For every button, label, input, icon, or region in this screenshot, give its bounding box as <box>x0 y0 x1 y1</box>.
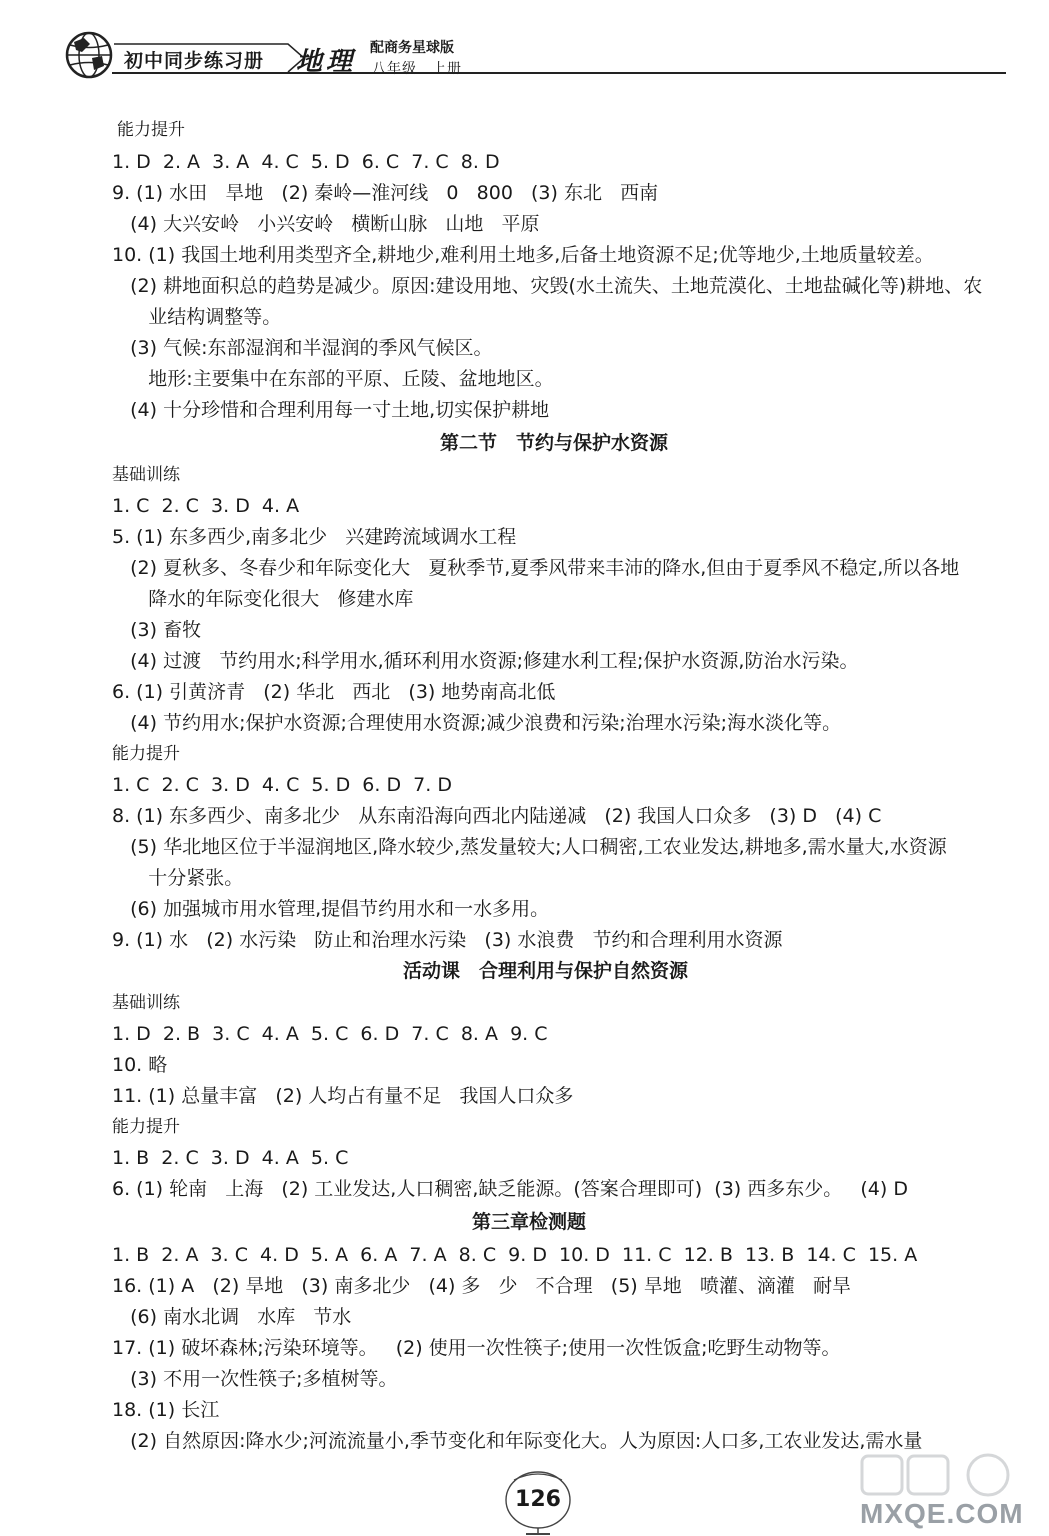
answer-line: 1. C 2. C 3. D 4. A <box>112 495 300 517</box>
grade-label: 八年级 上册 <box>372 61 462 77</box>
answer-line: (4) 过渡 节约用水;科学用水,循环利用水资源;修建水利工程;保护水资源,防治水污染。 <box>112 650 859 672</box>
answer-line: (2) 自然原因:降水少;河流流量小,季节变化和年际变化大。人为原因:人口多,工农业发达,需水量 <box>112 1430 923 1452</box>
page-number: 126 <box>515 1487 561 1512</box>
answer-line: 9. (1) 水 (2) 水污染 防止和治理水污染 (3) 水浪费 节约和合理利用水资源 <box>112 929 783 951</box>
answer-line: 16. (1) A (2) 旱地 (3) 南多北少 (4) 多 少 不合理 (5) 旱地 喷灌、滴灌 耐旱 <box>112 1275 851 1297</box>
answer-line: 8. (1) 东多西少、南多北少 从东南沿海向西北内陆递减 (2) 我国人口众多 (3) D (4) C <box>112 805 882 827</box>
answer-line: 6. (1) 轮南 上海 (2) 工业发达,人口稠密,缺乏能源。(答案合理即可) (3) 西多东少。 (4) D <box>112 1178 908 1200</box>
answer-line: 9. (1) 水田 旱地 (2) 秦岭—淮河线 0 800 (3) 东北 西南 <box>112 182 659 204</box>
subject-title: 地理 <box>296 47 357 77</box>
answer-line: (4) 大兴安岭 小兴安岭 横断山脉 山地 平原 <box>112 213 540 235</box>
answer-line: 10. 略 <box>112 1054 168 1076</box>
answer-line: 1. D 2. A 3. A 4. C 5. D 6. C 7. C 8. D <box>112 151 500 173</box>
answer-line: (5) 华北地区位于半湿润地区,降水较少,蒸发量较大;人口稠密,工农业发达,耕地多,需水量大,水资源 <box>112 836 947 858</box>
answer-line: 18. (1) 长江 <box>112 1399 220 1421</box>
section-heading: 活动课 合理利用与保护自然资源 <box>403 960 689 982</box>
answer-line: (6) 加强城市用水管理,提倡节约用水和一水多用。 <box>112 898 550 920</box>
answer-line: (3) 不用一次性筷子;多植树等。 <box>112 1368 398 1390</box>
answer-line: (3) 气候:东部湿润和半湿润的季风气候区。 <box>112 337 493 359</box>
answer-line: (2) 耕地面积总的趋势是减少。原因:建设用地、灾毁(水土流失、土地荒漠化、土地盐碱化等)耕地、农 <box>112 275 983 297</box>
category-label: 能力提升 <box>117 120 185 140</box>
answer-line: 11. (1) 总量丰富 (2) 人均占有量不足 我国人口众多 <box>112 1085 574 1107</box>
answer-stamp-icon <box>858 1450 1038 1498</box>
category-label: 能力提升 <box>112 1117 180 1137</box>
category-label: 基础训练 <box>112 465 180 485</box>
answer-line: 1. D 2. B 3. C 4. A 5. C 6. D 7. C 8. A 9. C <box>112 1023 548 1045</box>
book-title: 初中同步练习册 <box>124 50 265 72</box>
answer-line: 十分紧张。 <box>112 867 244 889</box>
section-heading: 第二节 节约与保护水资源 <box>440 432 669 454</box>
watermark-url: MXQE.COM <box>860 1498 1024 1529</box>
answer-line: 业结构调整等。 <box>112 306 282 328</box>
answer-line: 地形:主要集中在东部的平原、丘陵、盆地地区。 <box>112 368 554 390</box>
answer-line: 1. C 2. C 3. D 4. C 5. D 6. D 7. D <box>112 774 452 796</box>
edition-label: 配商务星球版 <box>370 40 454 56</box>
answer-line: 降水的年际变化很大 修建水库 <box>112 588 414 610</box>
answer-line: (4) 十分珍惜和合理利用每一寸土地,切实保护耕地 <box>112 399 550 421</box>
answer-line: 6. (1) 引黄济青 (2) 华北 西北 (3) 地势南高北低 <box>112 681 556 703</box>
answer-line: (2) 夏秋多、冬春少和年际变化大 夏秋季节,夏季风带来丰沛的降水,但由于夏季风不稳定,所以各地 <box>112 557 960 579</box>
answer-line: 5. (1) 东多西少,南多北少 兴建跨流域调水工程 <box>112 526 517 548</box>
answer-line: (4) 节约用水;保护水资源;合理使用水资源;减少浪费和污染;治理水污染;海水淡化等。 <box>112 712 842 734</box>
answer-line: (3) 畜牧 <box>112 619 202 641</box>
answer-line: 1. B 2. A 3. C 4. D 5. A 6. A 7. A 8. C 9. D 10. D 11. C 12. B 13. B 14. C 15. A <box>112 1244 918 1266</box>
answer-line: 17. (1) 破坏森林;污染环境等。 (2) 使用一次性筷子;使用一次性饭盒;吃野生动物等。 <box>112 1337 841 1359</box>
section-heading: 第三章检测题 <box>472 1211 587 1233</box>
category-label: 能力提升 <box>112 744 180 764</box>
category-label: 基础训练 <box>112 993 180 1013</box>
answer-line: (6) 南水北调 水库 节水 <box>112 1306 352 1328</box>
answer-line: 10. (1) 我国土地利用类型齐全,耕地少,难利用土地多,后备土地资源不足;优等地少,土地质量较差。 <box>112 244 934 266</box>
answer-line: 1. B 2. C 3. D 4. A 5. C <box>112 1147 349 1169</box>
